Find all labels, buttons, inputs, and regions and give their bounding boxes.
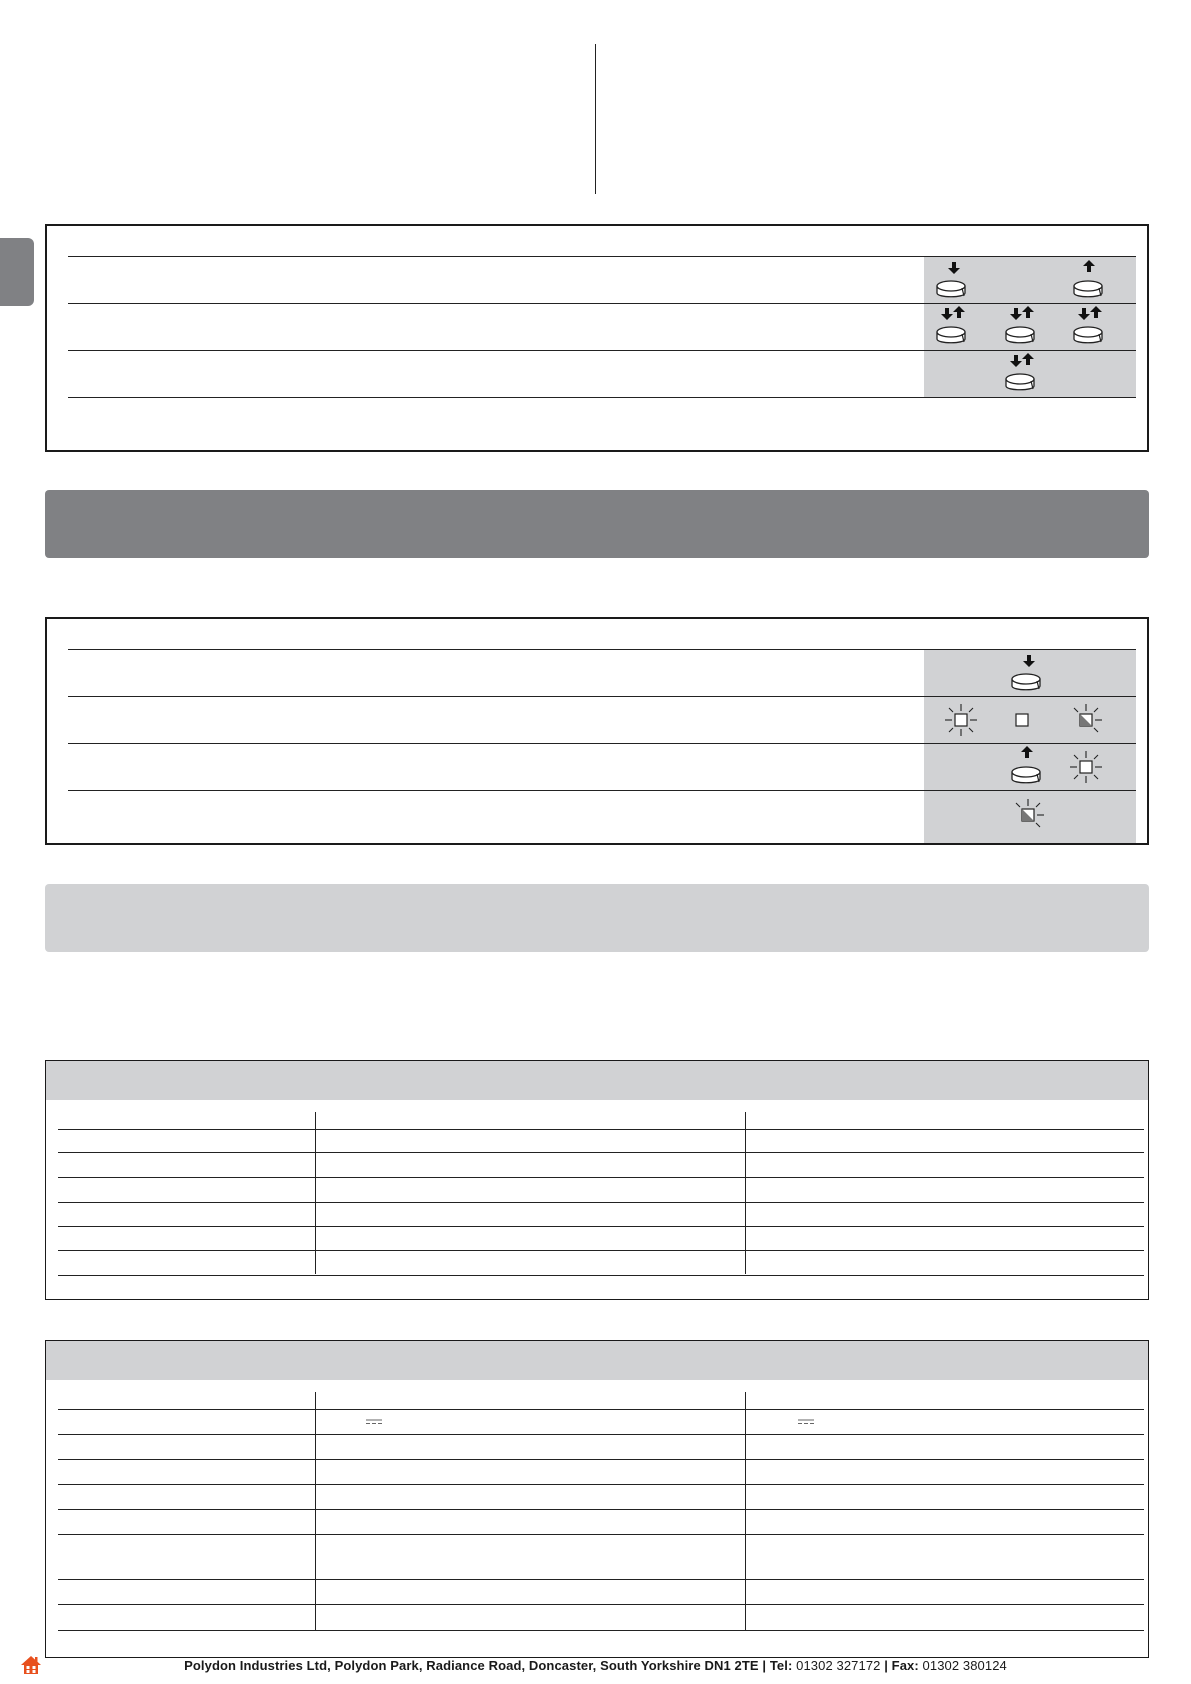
dc-symbol-icon bbox=[366, 1419, 382, 1425]
table-rule bbox=[58, 1534, 1144, 1535]
table-rule bbox=[68, 397, 1136, 398]
spec-table-2 bbox=[45, 1340, 1149, 1658]
side-tab bbox=[0, 238, 34, 306]
table-rule bbox=[68, 303, 1136, 304]
table-rule bbox=[58, 1202, 1144, 1203]
table-rule bbox=[58, 1129, 1144, 1130]
table-rule bbox=[58, 1630, 1144, 1631]
table-rule bbox=[58, 1152, 1144, 1153]
button-press-release-icon bbox=[935, 304, 971, 348]
button-press-release-icon bbox=[1004, 351, 1040, 395]
column-divider bbox=[745, 1392, 746, 1630]
table-rule bbox=[68, 743, 1136, 744]
led-flashing-icon bbox=[943, 702, 979, 738]
footer-separator: | bbox=[884, 1658, 888, 1673]
table-rule bbox=[68, 256, 1136, 257]
table-rule bbox=[58, 1434, 1144, 1435]
column-divider bbox=[315, 1392, 316, 1630]
footer-tel-value: 01302 327172 bbox=[796, 1658, 881, 1673]
button-press-icon bbox=[935, 258, 971, 302]
footer-contact bbox=[0, 1658, 1191, 1673]
led-half-lit-icon bbox=[1010, 797, 1046, 833]
led-flashing-icon bbox=[1068, 749, 1104, 785]
table-rule bbox=[68, 350, 1136, 351]
table-rule bbox=[68, 696, 1136, 697]
table-rule bbox=[58, 1409, 1144, 1410]
table-rule bbox=[58, 1579, 1144, 1580]
section-banner-light bbox=[45, 884, 1149, 952]
table-rule bbox=[58, 1459, 1144, 1460]
spec-table-2-header bbox=[46, 1341, 1148, 1380]
footer-tel-label: Tel: bbox=[769, 1658, 793, 1673]
led-off-icon bbox=[1004, 702, 1040, 738]
dc-symbol-icon bbox=[798, 1419, 814, 1425]
table-rule bbox=[58, 1484, 1144, 1485]
button-release-icon bbox=[1072, 258, 1108, 302]
table-rule bbox=[58, 1250, 1144, 1251]
footer-company: Polydon Industries Ltd, Polydon Park, Radiance Road, Doncaster, South Yorkshire DN1 2TE bbox=[184, 1658, 759, 1673]
table-rule bbox=[58, 1604, 1144, 1605]
table-rule bbox=[68, 790, 1136, 791]
button-press-release-icon bbox=[1072, 304, 1108, 348]
table-rule bbox=[58, 1509, 1144, 1510]
table-rule bbox=[68, 649, 1136, 650]
led-half-lit-icon bbox=[1068, 702, 1104, 738]
button-press-release-icon bbox=[1004, 304, 1040, 348]
table-rule bbox=[58, 1275, 1144, 1276]
column-divider bbox=[595, 44, 596, 194]
footer-separator: | bbox=[762, 1658, 767, 1673]
spec-table-1-header bbox=[46, 1061, 1148, 1100]
section-banner-dark bbox=[45, 490, 1149, 558]
footer-fax-label: Fax: bbox=[891, 1658, 919, 1673]
button-press-icon bbox=[1010, 651, 1046, 695]
footer-fax-value: 01302 380124 bbox=[922, 1658, 1007, 1673]
table-rule bbox=[58, 1177, 1144, 1178]
table-rule bbox=[58, 1226, 1144, 1227]
button-release-icon bbox=[1010, 744, 1046, 788]
